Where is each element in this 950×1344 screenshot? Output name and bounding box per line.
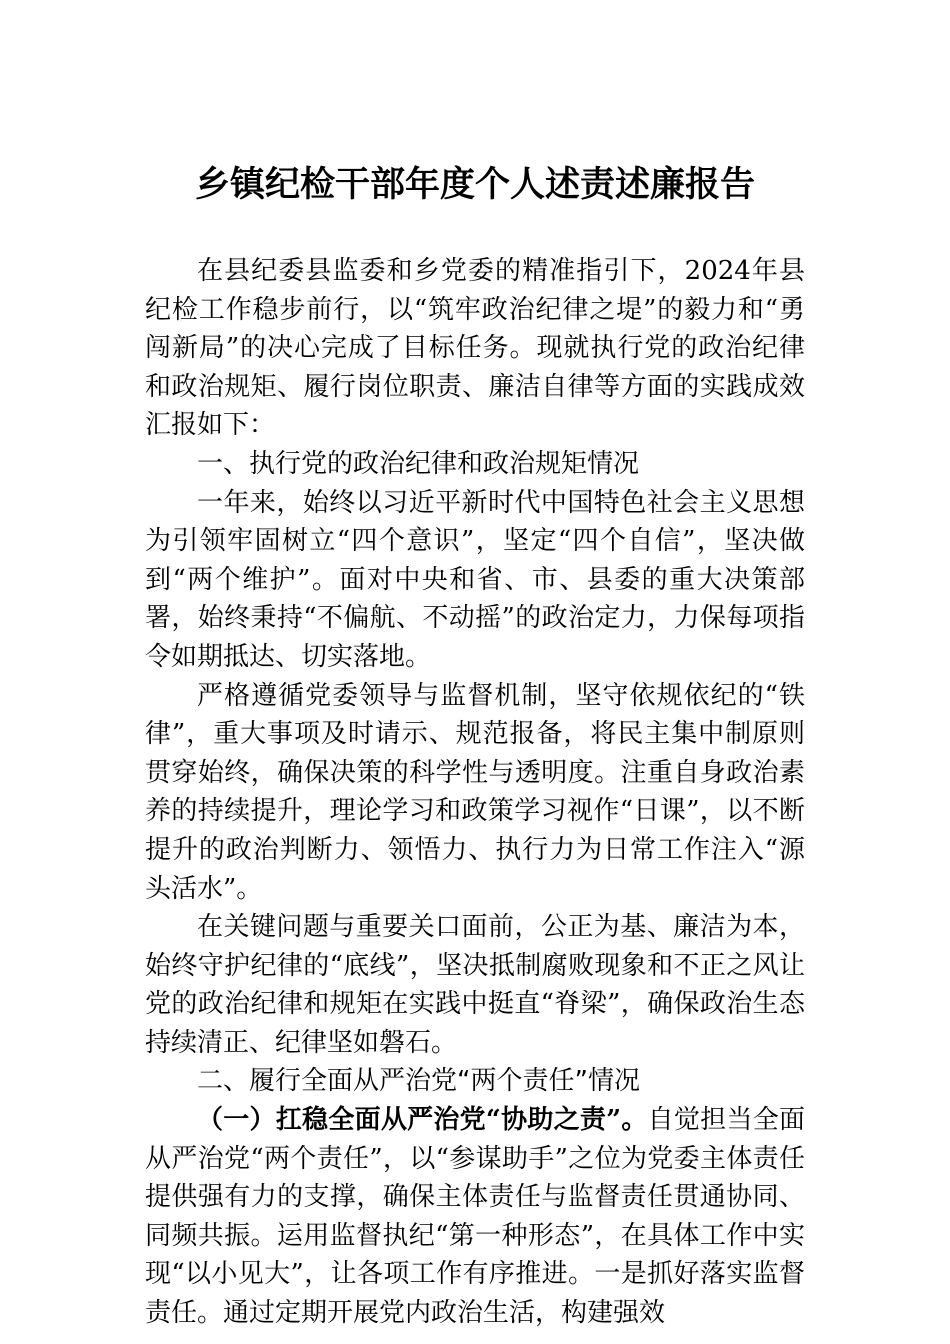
- section-2-heading: 二、履行全面从严治党“两个责任”情况: [197, 1066, 640, 1097]
- document-title: 乡镇纪检干部年度个人述责述廉报告: [194, 164, 755, 205]
- section-1-heading: 一、执行党的政治纪律和政治规矩情况: [197, 448, 640, 479]
- section-1-paragraph-1: 一年来，始终以习近平新时代中国特色社会主义思想为引领牢固树立“四个意识”，坚定“四个自信”，坚决做到“两个维护”。面对中央和省、市、县委的重大决策部署，始终秉持“不偏航、不动摇”的政治定力，力保每项指令如期抵达、切实落地。: [145, 487, 805, 672]
- section-1-paragraph-2: 严格遵循党委领导与监督机制，坚守依规依纪的“铁律”，重大事项及时请示、规范报备，将民主集中制原则贯穿始终，确保决策的科学性与透明度。注重自身政治素养的持续提升，理论学习和政策学习视作“日课”，以不断提升的政治判断力、领悟力、执行力为日常工作注入“源头活水”。: [145, 680, 805, 904]
- section-2-paragraph-text: 自觉担当全面从严治党“两个责任”，以“参谋助手”之位为党委主体责任提供强有力的支撑，确保主体责任与监督责任贯通协同、同频共振。运用监督执纪“第一种形态”，在具体工作中实现“以小见大”，让各项工作有序推进。一是抓好落实监督责任。通过定期开展党内政治生活，构建强效: [145, 1105, 805, 1329]
- intro-paragraph: 在县纪委县监委和乡党委的精准指引下，2024年县纪检工作稳步前行，以“筑牢政治纪律之堤”的毅力和“勇闯新局”的决心完成了目标任务。现就执行党的政治纪律和政治规矩、履行岗位职责、廉洁自律等方面的实践成效汇报如下：: [145, 256, 805, 441]
- section-2-paragraph-1: [145, 1101, 805, 1333]
- section-1-paragraph-3: 在关键问题与重要关口面前，公正为基、廉洁为本，始终守护纪律的“底线”，坚决抵制腐败现象和不正之风让党的政治纪律和规矩在实践中挺直“脊梁”，确保政治生态持续清正、纪律坚如磐石。: [145, 912, 805, 1058]
- document-body: [145, 252, 805, 1333]
- section-2-subheading: （一）扛稳全面从严治党“协助之责”。: [197, 1105, 648, 1136]
